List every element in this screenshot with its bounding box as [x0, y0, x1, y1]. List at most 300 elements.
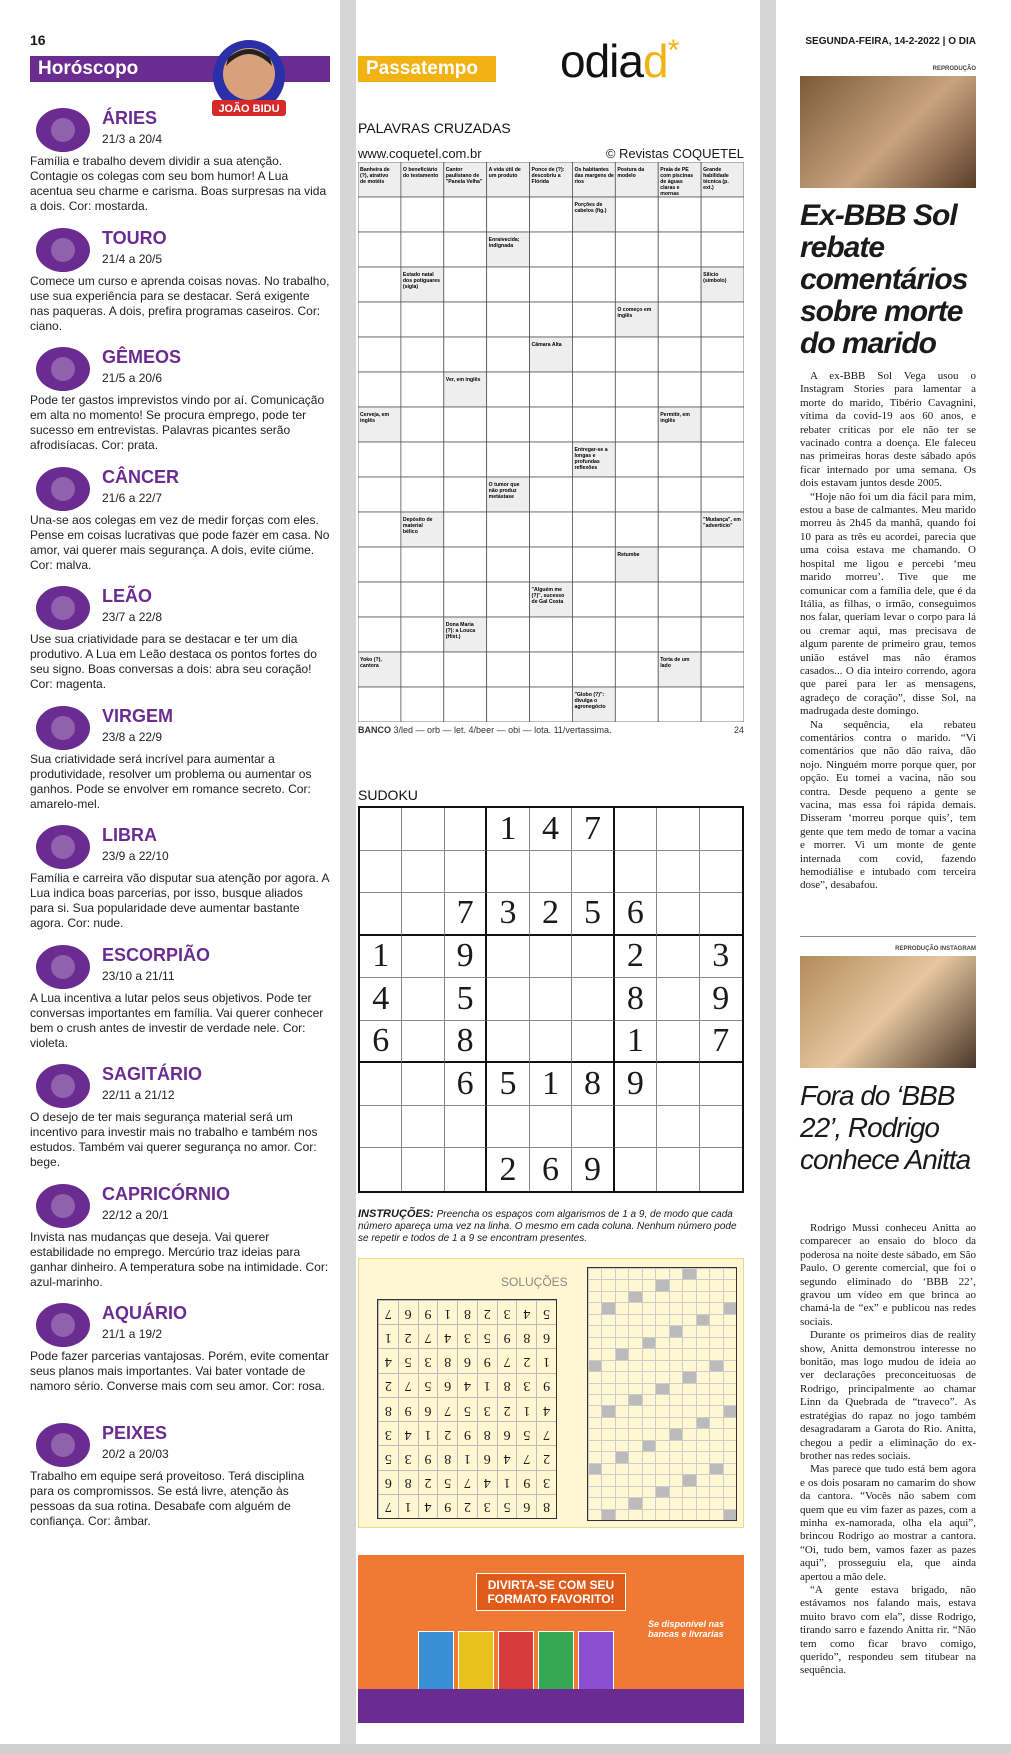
crossword-answer-cell[interactable]: [615, 582, 658, 617]
crossword-answer-cell[interactable]: [530, 477, 573, 512]
solution-cross-cell: [696, 1440, 709, 1451]
sudoku-cell[interactable]: 9: [615, 1063, 657, 1106]
sudoku-cell[interactable]: [700, 851, 742, 894]
article1-headline[interactable]: Ex-BBB Sol rebate comentários sobre morte do marido: [800, 199, 968, 360]
solution-cross-cell: [682, 1348, 695, 1359]
sudoku-cell[interactable]: 4: [530, 808, 572, 851]
crossword-answer-cell[interactable]: [401, 407, 444, 442]
magazine-promo-banner[interactable]: [358, 1555, 744, 1723]
solution-cross-cell: [655, 1417, 668, 1428]
crossword-answer-cell[interactable]: [358, 442, 401, 477]
crossword-answer-cell[interactable]: [658, 232, 701, 267]
asterisk-icon: *: [667, 34, 679, 67]
sudoku-cell[interactable]: 9: [445, 936, 487, 979]
crossword-answer-cell[interactable]: [615, 337, 658, 372]
sign-name: ESCORPIÃO: [102, 944, 211, 965]
crossword-answer-cell[interactable]: [358, 232, 401, 267]
crossword-answer-cell[interactable]: [572, 477, 615, 512]
solution-cross-cell: [615, 1451, 628, 1462]
crossword-answer-cell[interactable]: [401, 547, 444, 582]
solution-cross-cell: [709, 1337, 722, 1348]
crossword-answer-cell[interactable]: [444, 232, 487, 267]
date-line: SEGUNDA-FEIRA, 14-2-2022 | O DIA: [805, 36, 976, 47]
sign-dates: 21/4 a 20/5: [102, 251, 163, 266]
crossword-answer-cell[interactable]: [530, 617, 573, 652]
sudoku-cell[interactable]: [530, 1021, 572, 1064]
solution-cell: 2: [457, 1494, 477, 1518]
sudoku-cell[interactable]: [487, 978, 529, 1021]
solution-cell: 6: [516, 1494, 536, 1518]
sudoku-cell[interactable]: [615, 1106, 657, 1149]
solution-cross-cell: [669, 1302, 682, 1313]
crossword-answer-cell[interactable]: [658, 302, 701, 337]
sudoku-cell[interactable]: [487, 851, 529, 894]
sudoku-cell[interactable]: [657, 1021, 699, 1064]
crossword-answer-cell[interactable]: [444, 407, 487, 442]
crossword-answer-cell[interactable]: [401, 372, 444, 407]
sudoku-cell[interactable]: 7: [700, 1021, 742, 1064]
sudoku-cell[interactable]: 6: [615, 893, 657, 936]
sudoku-cell[interactable]: 7: [445, 893, 487, 936]
crossword-answer-cell[interactable]: [701, 547, 744, 582]
solution-cell: 6: [398, 1300, 418, 1324]
solution-cross-cell: [709, 1428, 722, 1439]
sudoku-cell[interactable]: 4: [360, 978, 402, 1021]
sudoku-cell[interactable]: [360, 893, 402, 936]
sudoku-cell[interactable]: 1: [487, 808, 529, 851]
crossword-number: 24: [733, 725, 744, 735]
sudoku-cell[interactable]: [572, 978, 614, 1021]
crossword-answer-cell[interactable]: [530, 267, 573, 302]
solution-cell: 6: [477, 1445, 497, 1469]
crossword-answer-cell[interactable]: [615, 687, 658, 722]
solution-cell: 5: [398, 1348, 418, 1372]
solution-cross-cell: [642, 1325, 655, 1336]
crossword-answer-cell[interactable]: [572, 302, 615, 337]
sudoku-cell[interactable]: [402, 1021, 444, 1064]
sign-name: AQUÁRIO: [102, 1303, 187, 1323]
author-badge-label: JOÃO BIDU: [218, 103, 280, 115]
crossword-answer-cell[interactable]: [401, 687, 444, 722]
crossword-answer-cell[interactable]: [572, 407, 615, 442]
sudoku-cell[interactable]: [530, 851, 572, 894]
sudoku-cell[interactable]: [572, 1106, 614, 1149]
solution-cross-cell: [655, 1497, 668, 1508]
crossword-answer-cell[interactable]: [701, 302, 744, 337]
crossword-answer-cell[interactable]: [615, 372, 658, 407]
crossword-answer-cell[interactable]: [358, 547, 401, 582]
crossword-answer-cell[interactable]: [530, 547, 573, 582]
sudoku-cell[interactable]: [530, 1106, 572, 1149]
crossword-answer-cell[interactable]: [487, 197, 530, 232]
solution-cross-cell: [669, 1383, 682, 1394]
solution-cross-cell: [682, 1325, 695, 1336]
crossword-answer-cell[interactable]: [572, 372, 615, 407]
solution-cross-cell: [723, 1337, 736, 1348]
solution-cross-cell: [669, 1268, 682, 1279]
crossword-answer-cell[interactable]: [358, 267, 401, 302]
sudoku-cell[interactable]: 1: [530, 1063, 572, 1106]
crossword-answer-cell[interactable]: [401, 197, 444, 232]
crossword-answer-cell[interactable]: [444, 267, 487, 302]
solution-cross-cell: [588, 1314, 601, 1325]
crossword-answer-cell[interactable]: [444, 337, 487, 372]
sudoku-cell[interactable]: [360, 851, 402, 894]
crossword-answer-cell[interactable]: [658, 267, 701, 302]
crossword-answer-cell[interactable]: [658, 582, 701, 617]
crossword-answer-cell[interactable]: [487, 547, 530, 582]
sudoku-cell[interactable]: [445, 851, 487, 894]
zodiac-icon: [34, 943, 92, 991]
sudoku-grid[interactable]: [358, 806, 744, 1193]
solution-cross-cell: [696, 1417, 709, 1428]
crossword-answer-cell[interactable]: [701, 442, 744, 477]
crossword-answer-cell[interactable]: [487, 407, 530, 442]
sudoku-cell[interactable]: [402, 1063, 444, 1106]
crossword-answer-cell[interactable]: [358, 512, 401, 547]
crossword-answer-cell[interactable]: [401, 337, 444, 372]
sudoku-cell[interactable]: [402, 808, 444, 851]
sudoku-cell[interactable]: 3: [700, 936, 742, 979]
crossword-answer-cell[interactable]: [487, 512, 530, 547]
solution-cross-cell: [588, 1509, 601, 1520]
solution-cross-cell: [723, 1451, 736, 1462]
sign-text: Una-se aos colegas em vez de medir forças com eles. Pense em coisas lucrativas que pode fazer em casa. No amor, vai querer mais segurança. A dois, evite ciúme. Cor: malva.: [30, 512, 330, 572]
sudoku-cell[interactable]: [360, 1063, 402, 1106]
solution-cross-cell: [628, 1325, 641, 1336]
crossword-answer-cell[interactable]: [615, 617, 658, 652]
crossword-answer-cell[interactable]: [530, 687, 573, 722]
crossword-answer-cell[interactable]: [444, 582, 487, 617]
sudoku-cell[interactable]: [657, 978, 699, 1021]
solution-cross-cell: [615, 1428, 628, 1439]
crossword-answer-cell[interactable]: [358, 197, 401, 232]
sudoku-cell[interactable]: 5: [445, 978, 487, 1021]
crossword-answer-cell[interactable]: [658, 477, 701, 512]
crossword-answer-cell[interactable]: [572, 652, 615, 687]
crossword-answer-cell[interactable]: [358, 617, 401, 652]
sudoku-cell[interactable]: [657, 1106, 699, 1149]
crossword-answer-cell[interactable]: [701, 617, 744, 652]
sudoku-cell[interactable]: [402, 936, 444, 979]
sudoku-cell[interactable]: [615, 851, 657, 894]
solution-cross-cell: [642, 1394, 655, 1405]
sudoku-cell[interactable]: [487, 1021, 529, 1064]
sudoku-cell[interactable]: [657, 808, 699, 851]
logo-main: odia: [560, 35, 643, 87]
crossword-answer-cell[interactable]: [615, 407, 658, 442]
crossword-answer-cell[interactable]: [358, 582, 401, 617]
sudoku-cell[interactable]: 8: [615, 978, 657, 1021]
solution-cross-cell: [601, 1451, 614, 1462]
crossword-clue: Permitir, em inglês: [660, 412, 690, 424]
solution-cross-cell: [655, 1371, 668, 1382]
sudoku-cell[interactable]: [402, 893, 444, 936]
solution-cross-cell: [628, 1463, 641, 1474]
crossword-answer-cell[interactable]: [658, 547, 701, 582]
sudoku-cell[interactable]: [402, 1148, 444, 1191]
sudoku-cell[interactable]: 8: [572, 1063, 614, 1106]
crossword-answer-cell[interactable]: [572, 232, 615, 267]
sudoku-cell[interactable]: [445, 1148, 487, 1191]
crossword-answer-cell[interactable]: [444, 442, 487, 477]
sudoku-cell[interactable]: 1: [615, 1021, 657, 1064]
sudoku-cell[interactable]: [700, 1063, 742, 1106]
sudoku-cell[interactable]: [700, 808, 742, 851]
crossword-answer-cell[interactable]: [701, 477, 744, 512]
sudoku-cell[interactable]: [360, 808, 402, 851]
sudoku-cell[interactable]: 2: [530, 893, 572, 936]
crossword-answer-cell[interactable]: [358, 477, 401, 512]
solution-cross-cell: [615, 1302, 628, 1313]
solution-cell: 3: [398, 1445, 418, 1469]
sudoku-cell[interactable]: [572, 936, 614, 979]
solution-cross-cell: [588, 1348, 601, 1359]
sudoku-cell[interactable]: 3: [487, 893, 529, 936]
sudoku-cell[interactable]: [657, 893, 699, 936]
solution-cross-cell: [642, 1497, 655, 1508]
zodiac-icon: [34, 1301, 92, 1349]
solution-cell: 4: [457, 1373, 477, 1397]
crossword-answer-cell[interactable]: [658, 337, 701, 372]
crossword-answer-cell[interactable]: [444, 512, 487, 547]
sign-text: Família e carreira vão disputar sua atenção por agora. A Lua indica boas parcerias, por isso, busque aliados para si. Sua popularidade deve aumentar bastante agora. Cor: nude.: [30, 871, 329, 930]
crossword-answer-cell[interactable]: [658, 617, 701, 652]
crossword-answer-cell[interactable]: [615, 477, 658, 512]
solution-cell: 3: [477, 1494, 497, 1518]
article2-headline[interactable]: Fora do ‘BBB 22’, Rodrigo conhece Anitta: [800, 1080, 971, 1175]
sudoku-cell[interactable]: 6: [360, 1021, 402, 1064]
crossword-clue: A vida útil de um produto: [488, 167, 521, 179]
sign-name: PEIXES: [102, 1422, 168, 1443]
solution-cell: 9: [418, 1300, 438, 1324]
solution-cell: 8: [457, 1300, 477, 1324]
sudoku-cell[interactable]: [530, 936, 572, 979]
solution-cross-cell: [669, 1314, 682, 1325]
crossword-answer-cell[interactable]: [487, 617, 530, 652]
crossword-answer-cell[interactable]: [701, 582, 744, 617]
crossword-answer-cell[interactable]: [530, 442, 573, 477]
crossword-clue: Banheira de (?), atrativo de motéis: [360, 167, 390, 185]
solution-cross-cell: [709, 1302, 722, 1313]
crossword-answer-cell[interactable]: [487, 372, 530, 407]
sudoku-cell[interactable]: 7: [572, 808, 614, 851]
crossword-answer-cell[interactable]: [401, 582, 444, 617]
solution-cross-cell: [642, 1509, 655, 1520]
crossword-answer-cell[interactable]: [572, 512, 615, 547]
crossword-answer-cell[interactable]: [658, 372, 701, 407]
solution-cross-cell: [723, 1383, 736, 1394]
sudoku-cell[interactable]: [487, 936, 529, 979]
sudoku-cell[interactable]: [402, 978, 444, 1021]
solution-cell: 1: [437, 1300, 457, 1324]
crossword-answer-cell[interactable]: [701, 372, 744, 407]
crossword-answer-cell[interactable]: [530, 232, 573, 267]
sudoku-cell[interactable]: [657, 851, 699, 894]
crossword-answer-cell[interactable]: [701, 337, 744, 372]
crossword-answer-cell[interactable]: [487, 267, 530, 302]
crossword-answer-cell[interactable]: [444, 477, 487, 512]
crossword-answer-cell[interactable]: [487, 687, 530, 722]
sudoku-cell[interactable]: 8: [445, 1021, 487, 1064]
solution-cross-cell: [669, 1417, 682, 1428]
crossword-clue: Ponce de (?): descobriu a Flórida: [531, 167, 565, 185]
solution-cross-cell: [682, 1417, 695, 1428]
sudoku-cell[interactable]: [530, 978, 572, 1021]
solution-cross-cell: [723, 1394, 736, 1405]
solution-cross-cell: [615, 1279, 628, 1290]
sudoku-cell[interactable]: [700, 1148, 742, 1191]
crossword-answer-cell[interactable]: [658, 197, 701, 232]
crossword-answer-cell[interactable]: [444, 652, 487, 687]
crossword-answer-cell[interactable]: [358, 337, 401, 372]
crossword-answer-cell[interactable]: [401, 652, 444, 687]
solution-cell: 7: [536, 1421, 556, 1445]
sudoku-cell[interactable]: [615, 1148, 657, 1191]
sudoku-cell[interactable]: [700, 1106, 742, 1149]
solution-cell: 4: [497, 1445, 517, 1469]
crossword-answer-cell[interactable]: [401, 302, 444, 337]
crossword-answer-cell[interactable]: [530, 512, 573, 547]
solution-cross-cell: [709, 1360, 722, 1371]
solution-cross-cell: [723, 1371, 736, 1382]
sudoku-cell[interactable]: [700, 893, 742, 936]
solution-cross-cell: [669, 1509, 682, 1520]
solution-cell: 5: [477, 1324, 497, 1348]
crossword-answer-cell[interactable]: [401, 477, 444, 512]
crossword-answer-cell[interactable]: [487, 337, 530, 372]
crossword-answer-cell[interactable]: [701, 197, 744, 232]
crossword-answer-cell[interactable]: [358, 302, 401, 337]
solution-cross-cell: [696, 1383, 709, 1394]
solution-cross-cell: [642, 1371, 655, 1382]
crossword-answer-cell[interactable]: [572, 337, 615, 372]
crossword-answer-cell[interactable]: [658, 512, 701, 547]
solution-cross-cell: [588, 1279, 601, 1290]
crossword-answer-cell[interactable]: [572, 617, 615, 652]
crossword-answer-cell[interactable]: [487, 302, 530, 337]
crossword-answer-cell[interactable]: [358, 687, 401, 722]
crossword-answer-cell[interactable]: [615, 652, 658, 687]
solution-cross-cell: [723, 1405, 736, 1416]
solution-cross-cell: [628, 1383, 641, 1394]
solution-cross-cell: [696, 1337, 709, 1348]
sign-dates: 21/5 a 20/6: [102, 371, 163, 385]
crossword-grid[interactable]: [358, 162, 744, 722]
crossword-bank-text: 3/led — orb — let. 4/beer — obi — lota. 11/vertassima.: [393, 725, 612, 735]
solution-cell: 9: [398, 1397, 418, 1421]
crossword-answer-cell[interactable]: [444, 197, 487, 232]
solution-cross-cell: [588, 1440, 601, 1451]
crossword-answer-cell[interactable]: [530, 372, 573, 407]
solution-cross-cell: [655, 1451, 668, 1462]
sudoku-cell[interactable]: 6: [445, 1063, 487, 1106]
crossword-answer-cell[interactable]: [530, 652, 573, 687]
crossword-answer-cell[interactable]: [658, 442, 701, 477]
solution-cross-cell: [588, 1268, 601, 1279]
crossword-answer-cell[interactable]: [701, 652, 744, 687]
crossword-answer-cell[interactable]: [444, 547, 487, 582]
crossword-answer-cell[interactable]: [487, 442, 530, 477]
sudoku-cell[interactable]: 2: [615, 936, 657, 979]
crossword-answer-cell[interactable]: [401, 442, 444, 477]
sudoku-cell[interactable]: 5: [572, 893, 614, 936]
solution-cell: 2: [536, 1445, 556, 1469]
crossword-answer-cell[interactable]: [572, 267, 615, 302]
crossword-answer-cell[interactable]: [701, 407, 744, 442]
crossword-answer-cell[interactable]: [572, 547, 615, 582]
solution-cross-cell: [696, 1348, 709, 1359]
solution-cross-cell: [682, 1463, 695, 1474]
crossword-clue: Os habitantes das margens de rios: [574, 167, 614, 185]
sudoku-cell[interactable]: [360, 1148, 402, 1191]
solution-cross-cell: [655, 1348, 668, 1359]
solution-cell: 5: [418, 1373, 438, 1397]
crossword-answer-cell[interactable]: [530, 197, 573, 232]
crossword-answer-cell[interactable]: [444, 687, 487, 722]
article-paragraph: Na sequência, ela rebateu comentários contra o marido. “Vi comentários que não dão raiva, dão nojo. Ninguém morre porque quer, por opção. Eu tomei a vacina, não sou contra. Desde pequeno a gente se vacina, mas essa foi rápida demais. Disseram ‘morreu porque quis’, tem gente que tem medo de tomar a vacina e morrer. Vi um monte de gente internada com covid, fazendo hemodiálise e intubado com terceira dose”, desabafou.: [800, 718, 976, 892]
crossword-answer-cell[interactable]: [530, 302, 573, 337]
crossword-answer-cell[interactable]: [487, 652, 530, 687]
sudoku-cell[interactable]: [615, 808, 657, 851]
sudoku-cell[interactable]: 5: [487, 1063, 529, 1106]
solution-cross-cell: [642, 1360, 655, 1371]
sudoku-cell[interactable]: 2: [487, 1148, 529, 1191]
crossword-answer-cell[interactable]: [615, 267, 658, 302]
solution-cross-cell: [655, 1383, 668, 1394]
crossword-answer-cell[interactable]: [530, 407, 573, 442]
sudoku-cell[interactable]: [445, 1106, 487, 1149]
sudoku-cell[interactable]: [360, 1106, 402, 1149]
logo-accent: d: [642, 35, 668, 87]
solution-cross-cell: [642, 1451, 655, 1462]
crossword-answer-cell[interactable]: [444, 302, 487, 337]
crossword-answer-cell[interactable]: [401, 232, 444, 267]
crossword-answer-cell[interactable]: [358, 372, 401, 407]
sudoku-cell[interactable]: [572, 851, 614, 894]
sudoku-cell[interactable]: 9: [572, 1148, 614, 1191]
sudoku-cell[interactable]: [657, 936, 699, 979]
crossword-answer-cell[interactable]: [658, 687, 701, 722]
article-paragraph: “A gente estava brigado, não estávamos nos falando mais, estava muito bravo com ela”, disse Rodrigo, tirando sarro e fazendo Anitta rir. “Não tem como ficar bravo comigo, querido”, respondeu sem titubear na sequência.: [800, 1583, 976, 1677]
crossword-answer-cell[interactable]: [615, 197, 658, 232]
crossword-answer-cell[interactable]: [487, 582, 530, 617]
sign-text: Pode ter gastos imprevistos vindo por aí. Comunicação em alta no momento! Se procura emprego, pode ter sucesso em entrevistas. Palavras picantes serão afrodisíacas. Cor: prata.: [30, 393, 325, 452]
sudoku-cell[interactable]: [402, 1106, 444, 1149]
crossword-answer-cell[interactable]: [401, 617, 444, 652]
solution-cross-cell: [628, 1337, 641, 1348]
sudoku-cell[interactable]: 6: [530, 1148, 572, 1191]
crossword-answer-cell[interactable]: [572, 582, 615, 617]
sudoku-cell[interactable]: [657, 1063, 699, 1106]
solution-cross-cell: [709, 1394, 722, 1405]
sudoku-cell[interactable]: 9: [700, 978, 742, 1021]
crossword-answer-cell[interactable]: [701, 687, 744, 722]
crossword-answer-cell[interactable]: [615, 232, 658, 267]
solution-cross-cell: [655, 1325, 668, 1336]
sudoku-cell[interactable]: 1: [360, 936, 402, 979]
sudoku-cell[interactable]: [572, 1021, 614, 1064]
sudoku-cell[interactable]: [402, 851, 444, 894]
crossword-copyright: © Revistas COQUETEL: [605, 146, 744, 161]
sudoku-cell[interactable]: [487, 1106, 529, 1149]
crossword-answer-cell[interactable]: [615, 442, 658, 477]
solution-cross-cell: [682, 1440, 695, 1451]
sudoku-cell[interactable]: [657, 1148, 699, 1191]
crossword-answer-cell[interactable]: [615, 512, 658, 547]
sudoku-cell[interactable]: [445, 808, 487, 851]
crossword-answer-cell[interactable]: [701, 232, 744, 267]
